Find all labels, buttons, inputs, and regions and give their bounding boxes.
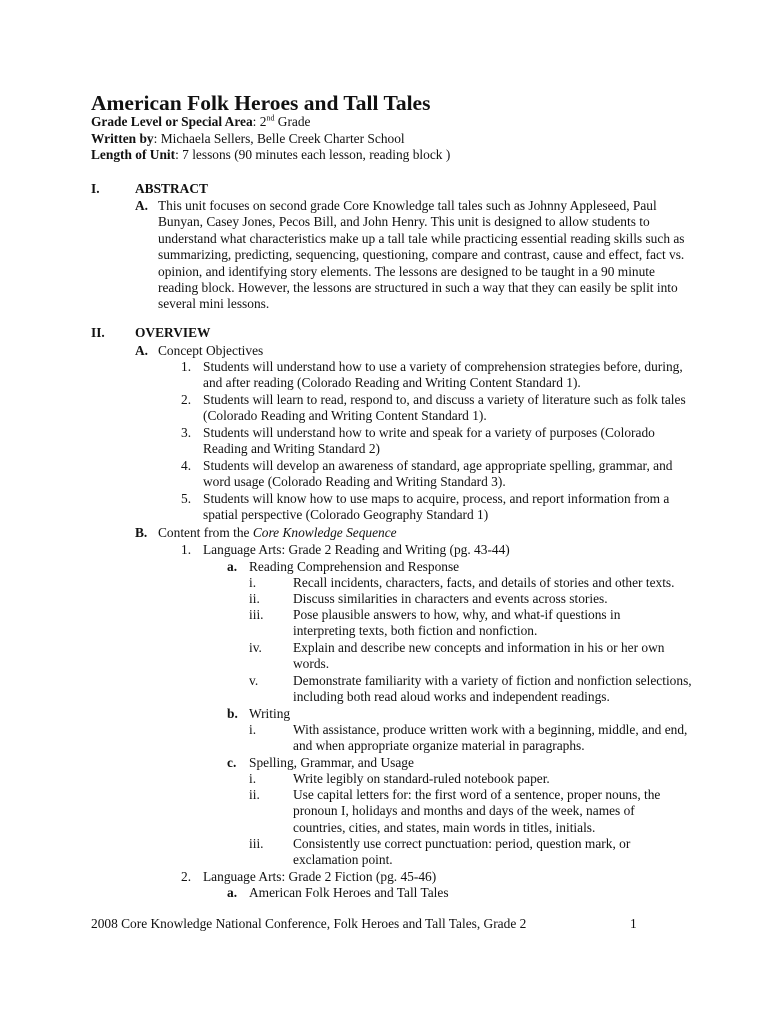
objective-text: Students will develop an awareness of standard, age appropriate spelling, grammar, and word usage (Colorado Reading and Writing Standard 3). xyxy=(203,458,673,490)
objective-text: Students will learn to read, respond to, and discuss a variety of literature such as folk tales (Colorado Reading and Writing Content Standard 1). xyxy=(203,392,686,424)
length-label: Length of Unit xyxy=(91,147,176,162)
content-heading: Language Arts: Grade 2 Reading and Writing (pg. 43-44) xyxy=(203,542,510,557)
objective-text: Students will know how to use maps to acquire, process, and report information from a spatial perspective (Colorado Geography Standard 1) xyxy=(203,491,670,523)
item-number: i. xyxy=(249,722,257,737)
grade-level-line: Grade Level or Special Area: 2nd Grade xyxy=(91,113,311,129)
grade-level-sup: nd xyxy=(266,113,275,123)
section-heading-abstract: ABSTRACT xyxy=(135,181,208,196)
item-text: Consistently use correct punctuation: period, question mark, or exclamation point. xyxy=(293,836,631,868)
item-text: Pose plausible answers to how, why, and what-if questions in interpreting texts, both fiction and nonfiction. xyxy=(293,607,621,639)
objective-text: Students will understand how to write and speak for a variety of purposes (Colorado Reading and Writing Standard 2) xyxy=(203,425,655,457)
subsection-label: a. xyxy=(227,885,238,900)
subsection-label: b. xyxy=(227,706,238,721)
item-text: Discuss similarities in characters and events across stories. xyxy=(293,591,608,606)
subsection-label: c. xyxy=(227,755,237,770)
page-number: 1 xyxy=(630,916,637,931)
objective-text: Students will understand how to use a variety of comprehension strategies before, during, and after reading (Colorado Reading and Writing Content Standard 1). xyxy=(203,359,683,391)
objective-number: 3. xyxy=(181,425,192,440)
overview-b-text xyxy=(158,525,397,541)
subsection-heading: American Folk Heroes and Tall Tales xyxy=(249,885,449,900)
length-line xyxy=(91,147,450,164)
grade-level-rest: Grade xyxy=(274,114,311,129)
document-title: American Folk Heroes and Tall Tales xyxy=(91,91,431,115)
abstract-paragraph: This unit focuses on second grade Core Knowledge tall tales such as Johnny Appleseed, Paul Bunyan, Casey Jones, Pecos Bill, and John Henry. This unit is designed to allow students to understand what characteristics make up a tall tale while practicing essential reading skills such as summarizing, predicting, sequencing, questioning, compare and contrast, cause and effect, fact vs. opinion, and identifying story elements. The lessons are designed to be taught in a 90 minute reading block. However, the lessons are structured in such a way that they can easily be split into several mini lessons. xyxy=(158,198,685,312)
grade-level-num: 2 xyxy=(259,114,267,129)
overview-b-label: B. xyxy=(135,525,148,540)
content-number: 1. xyxy=(181,542,192,557)
section-number-overview: II. xyxy=(91,325,105,340)
subsection-heading: Spelling, Grammar, and Usage xyxy=(249,755,414,770)
overview-a-label: A. xyxy=(135,343,149,358)
core-knowledge-sequence-title: Core Knowledge Sequence xyxy=(252,525,397,540)
subsection-heading: Writing xyxy=(249,706,291,721)
item-text: Write legibly on standard-ruled notebook paper. xyxy=(293,771,550,786)
item-text: Recall incidents, characters, facts, and details of stories and other texts. xyxy=(293,575,675,590)
item-number: ii. xyxy=(249,591,260,606)
content-number: 2. xyxy=(181,869,192,884)
item-number: v. xyxy=(249,673,259,688)
item-number: iii. xyxy=(249,607,264,622)
subsection-heading: Reading Comprehension and Response xyxy=(249,559,460,574)
item-text: Explain and describe new concepts and information in his or her own words. xyxy=(293,640,665,672)
section-heading-overview: OVERVIEW xyxy=(135,325,211,340)
subsection-label: a. xyxy=(227,559,238,574)
item-number: i. xyxy=(249,771,257,786)
grade-level-label: Grade Level or Special Area xyxy=(91,114,253,129)
item-text: Use capital letters for: the first word of a sentence, proper nouns, the pronoun I, holidays and months and days of the week, names of countries, cities, and states, main words in titles, initials. xyxy=(293,787,661,835)
overview-b-text-plain: Content from the xyxy=(158,525,253,540)
item-number: iv. xyxy=(249,640,262,655)
objective-number: 5. xyxy=(181,491,192,506)
item-number: i. xyxy=(249,575,257,590)
abstract-a-label: A. xyxy=(135,198,149,213)
item-text: Demonstrate familiarity with a variety of fiction and nonfiction selections, including both read aloud works and independent readings. xyxy=(293,673,692,705)
unit-meta xyxy=(91,114,450,164)
written-by-line xyxy=(91,131,450,148)
section-number-abstract: I. xyxy=(91,181,100,196)
written-by-label: Written by xyxy=(91,130,154,146)
item-number: iii. xyxy=(249,836,264,851)
overview-a-text: Concept Objectives xyxy=(158,343,264,358)
page-footer-text: 2008 Core Knowledge National Conference, Folk Heroes and Tall Tales, Grade 2 xyxy=(91,916,527,931)
length-value: : 7 lessons (90 minutes each lesson, reading block ) xyxy=(175,147,451,162)
objective-number: 2. xyxy=(181,392,192,407)
objective-number: 4. xyxy=(181,458,192,473)
written-by-value: : Michaela Sellers, Belle Creek Charter School xyxy=(153,130,405,146)
item-number: ii. xyxy=(249,787,260,802)
content-heading: Language Arts: Grade 2 Fiction (pg. 45-46) xyxy=(203,869,437,884)
objective-number: 1. xyxy=(181,359,192,374)
item-text: With assistance, produce written work with a beginning, middle, and end, and when appropriate organize material in paragraphs. xyxy=(293,722,688,754)
